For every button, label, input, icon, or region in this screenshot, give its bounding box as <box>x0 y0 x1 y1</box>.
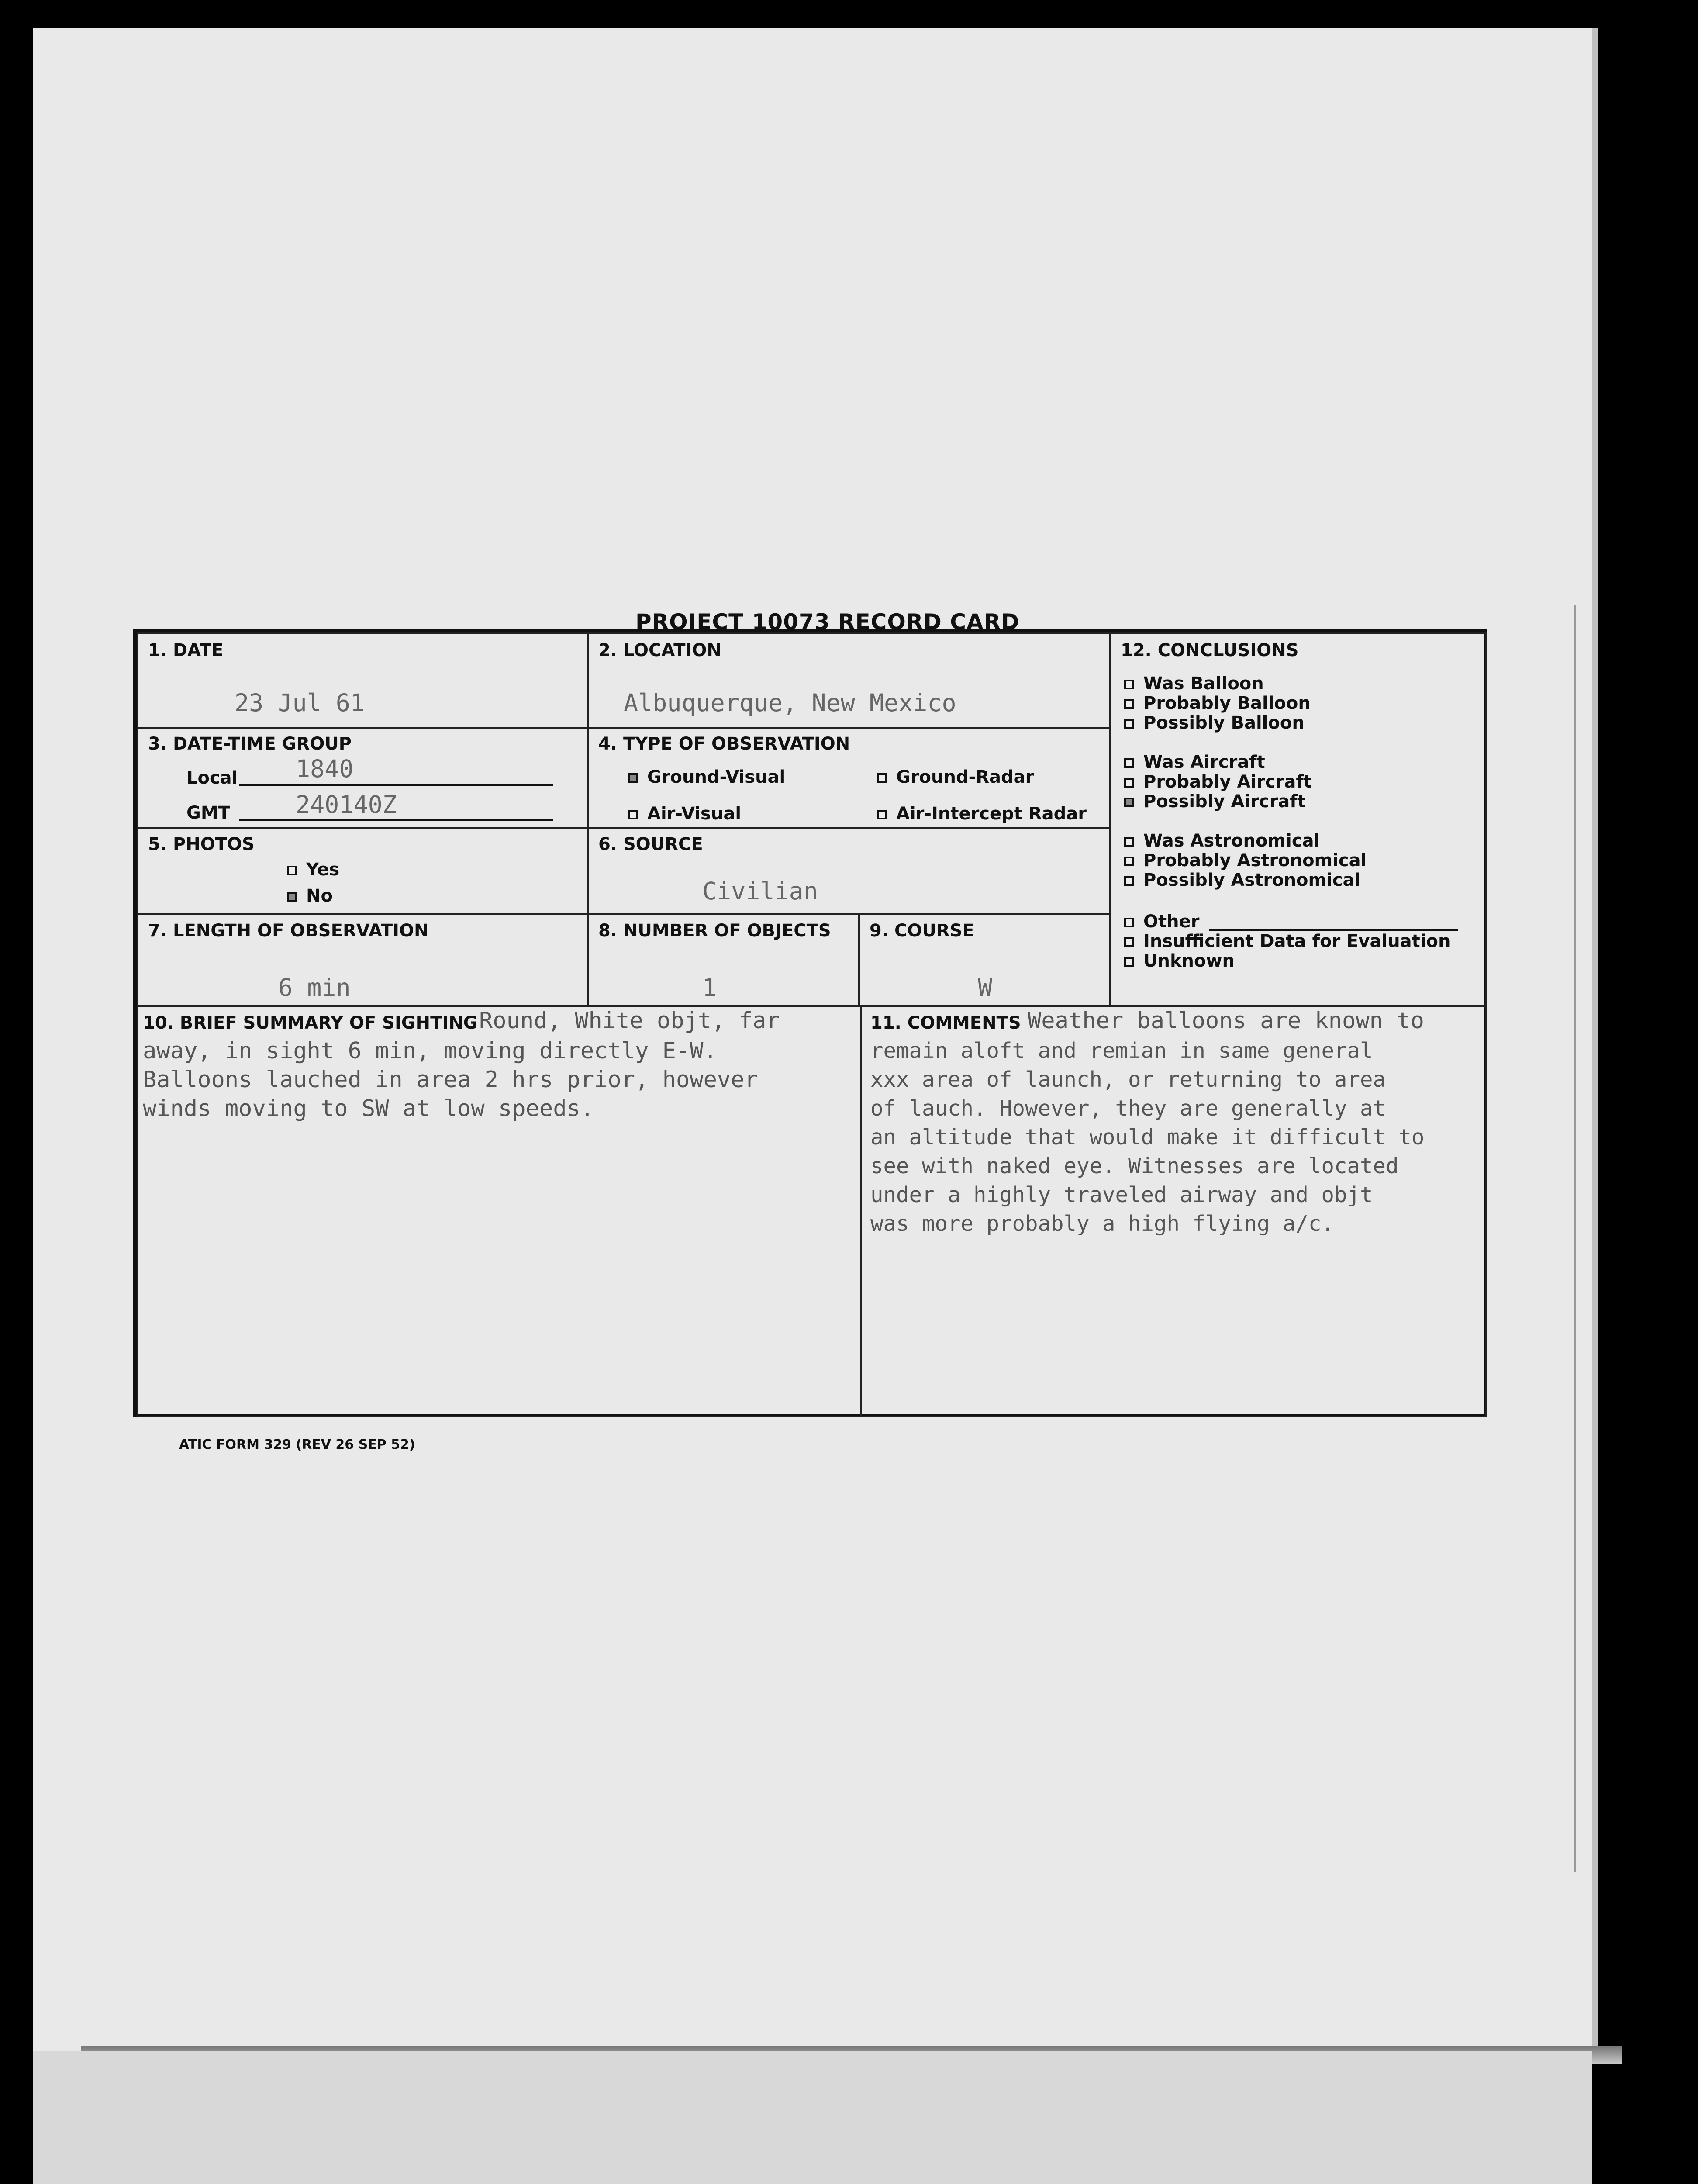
location-value: Albuquerque, New Mexico <box>624 689 956 717</box>
checkbox-icon <box>287 866 297 875</box>
conclusion-was-balloon: Was Balloon <box>1124 674 1264 694</box>
checkbox-icon <box>877 773 887 783</box>
source-cell <box>587 827 1111 915</box>
course-value: W <box>978 974 993 1002</box>
checkbox-icon <box>628 773 638 783</box>
other-underline <box>1209 929 1458 931</box>
photos-cell <box>137 827 589 915</box>
checkbox-icon <box>287 892 297 902</box>
conclusion-possibly-astronomical: Possibly Astronomical <box>1124 870 1360 890</box>
option-ground-visual: Ground-Visual <box>628 767 785 787</box>
date-label: 1. DATE <box>148 640 224 660</box>
location-label: 2. LOCATION <box>598 640 721 660</box>
photos-yes: Yes <box>287 860 339 880</box>
checkbox-icon <box>1124 719 1134 729</box>
option-air-visual: Air-Visual <box>628 804 741 824</box>
number-of-objects-label: 8. NUMBER OF OBJECTS <box>598 921 831 941</box>
number-of-objects-value: 1 <box>702 974 717 1002</box>
date-time-group-cell <box>137 727 589 829</box>
checkbox-icon <box>1124 876 1134 886</box>
summary-label: 10. BRIEF SUMMARY OF SIGHTING <box>143 1013 478 1033</box>
conclusion-insufficient-data: Insufficient Data for Evaluation <box>1124 931 1450 951</box>
gmt-underline <box>239 819 553 821</box>
source-value: Civilian <box>702 877 818 905</box>
observation-type-cell <box>587 727 1111 829</box>
page-edge-line <box>1574 605 1576 1872</box>
conclusion-possibly-aircraft: Possibly Aircraft <box>1124 791 1306 812</box>
checkbox-icon <box>1124 798 1134 807</box>
checkbox-icon <box>1124 699 1134 709</box>
photos-no: No <box>287 886 333 906</box>
length-value: 6 min <box>278 974 351 1002</box>
summary-first-line: Round, White objt, far <box>479 1008 780 1034</box>
conclusion-possibly-balloon: Possibly Balloon <box>1124 713 1305 733</box>
conclusion-unknown: Unknown <box>1124 951 1235 971</box>
location-cell <box>587 632 1111 729</box>
local-time-value: 1840 <box>296 755 354 783</box>
checkbox-icon <box>1124 918 1134 927</box>
summary-cell <box>137 1005 862 1417</box>
length-cell <box>137 913 589 1007</box>
form-number: ATIC FORM 329 (REV 26 SEP 52) <box>179 1437 415 1452</box>
gmt-time-value: 240140Z <box>296 791 397 819</box>
summary-text: away, in sight 6 min, moving directly E-W. Balloons lauched in area 2 hrs prior, however winds moving to SW at low speeds. <box>143 1038 758 1122</box>
conclusion-probably-balloon: Probably Balloon <box>1124 693 1311 713</box>
number-of-objects-cell <box>587 913 860 1007</box>
comments-cell <box>860 1005 1487 1417</box>
observation-type-label: 4. TYPE OF OBSERVATION <box>598 734 850 754</box>
course-label: 9. COURSE <box>870 921 974 941</box>
dtg-label: 3. DATE-TIME GROUP <box>148 734 352 754</box>
checkbox-icon <box>1124 680 1134 689</box>
record-card-sheet <box>33 28 1598 2051</box>
checkbox-icon <box>1124 778 1134 788</box>
photos-label: 5. PHOTOS <box>148 834 255 854</box>
checkbox-icon <box>1124 837 1134 847</box>
comments-label: 11. COMMENTS <box>870 1013 1021 1033</box>
comments-first-line: Weather balloons are known to <box>1028 1008 1424 1034</box>
conclusion-was-astronomical: Was Astronomical <box>1124 831 1320 851</box>
checkbox-icon <box>1124 957 1134 967</box>
microfilm-frame <box>33 28 1592 2184</box>
conclusion-probably-aircraft: Probably Aircraft <box>1124 772 1312 792</box>
checkbox-icon <box>877 810 887 819</box>
lower-film-area <box>33 2051 1592 2184</box>
option-ground-radar: Ground-Radar <box>877 767 1034 787</box>
source-label: 6. SOURCE <box>598 834 703 854</box>
form-title: PROJECT 10073 RECORD CARD <box>635 609 1020 635</box>
conclusion-probably-astronomical: Probably Astronomical <box>1124 850 1367 871</box>
date-cell <box>137 632 589 729</box>
local-underline <box>239 784 553 786</box>
conclusions-label: 12. CONCLUSIONS <box>1121 640 1299 660</box>
checkbox-icon <box>1124 857 1134 866</box>
gmt-label: GMT <box>186 803 230 823</box>
checkbox-icon <box>1124 937 1134 947</box>
record-card-grid <box>133 629 1487 1417</box>
conclusions-cell <box>1109 632 1487 1007</box>
checkbox-icon <box>1124 758 1134 768</box>
date-value: 23 Jul 61 <box>235 689 365 717</box>
conclusion-other: Other <box>1124 912 1199 932</box>
checkbox-icon <box>628 810 638 819</box>
local-label: Local <box>186 768 238 788</box>
conclusion-was-aircraft: Was Aircraft <box>1124 752 1265 772</box>
course-cell <box>858 913 1111 1007</box>
comments-text: remain aloft and remian in same general xxx area of launch, or returning to area of lauch. However, they are generally at an altitude that would make it difficult to see with naked eye. Witnesses are located under a highly traveled airway and objt was more probably a high flying a/c. <box>870 1038 1425 1236</box>
option-air-intercept-radar: Air-Intercept Radar <box>877 804 1087 824</box>
length-label: 7. LENGTH OF OBSERVATION <box>148 921 429 941</box>
